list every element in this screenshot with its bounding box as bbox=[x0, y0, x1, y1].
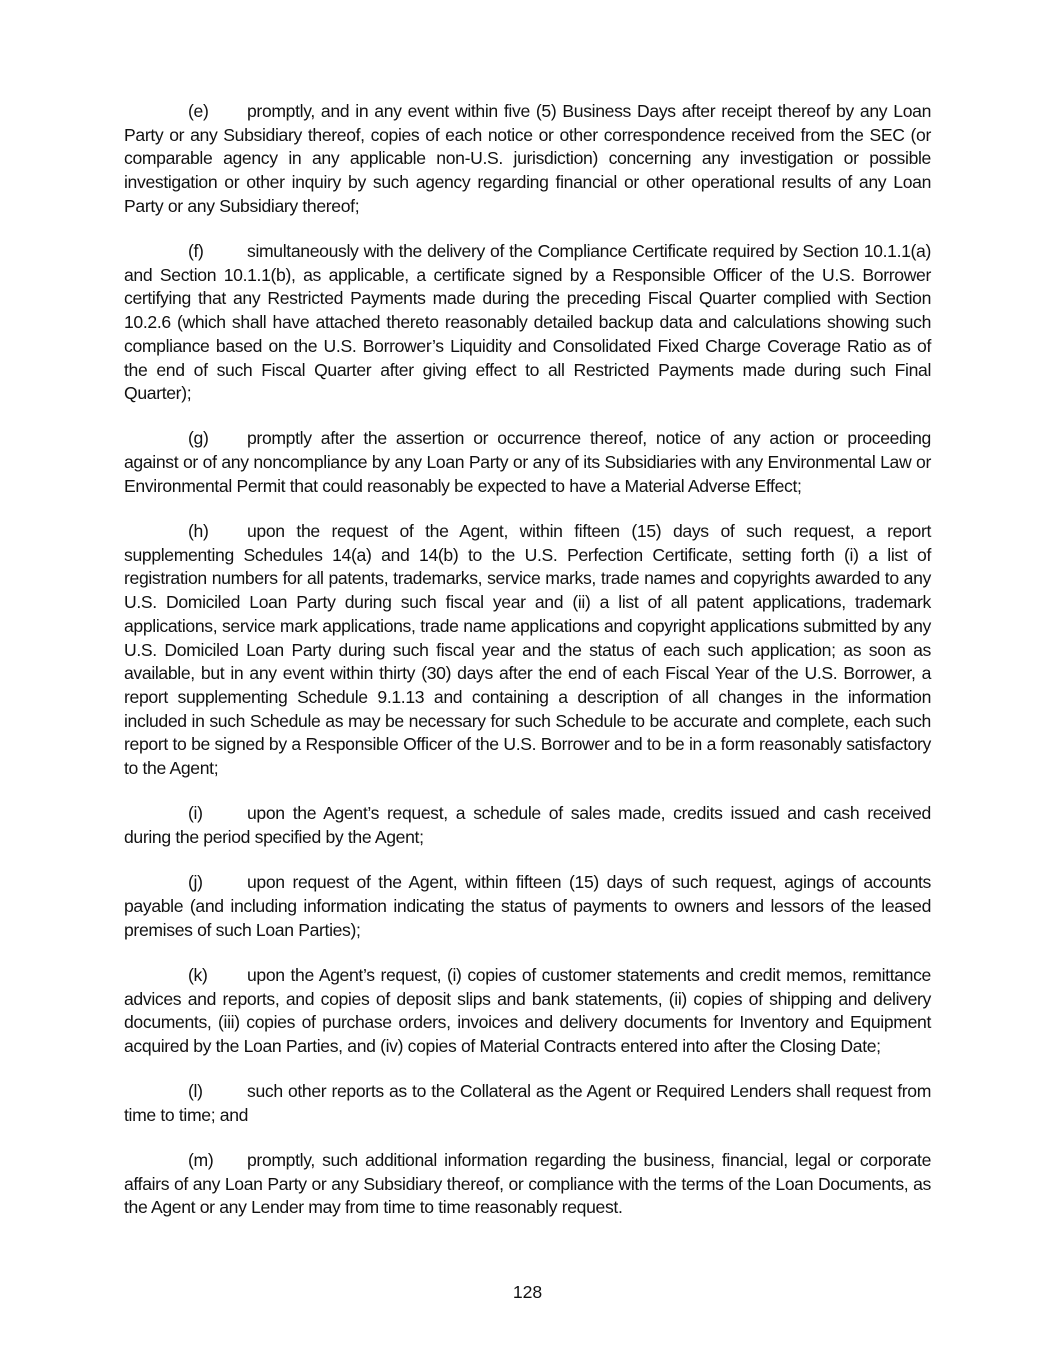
clause-text: such other reports as to the Collateral as the Agent or Required Lenders shall request from time to time; and bbox=[124, 1081, 931, 1125]
clause-label: (m) bbox=[188, 1150, 214, 1171]
clause-text: upon the request of the Agent, within fifteen (15) days of such request, a report supplementing Schedules 14(a) and 14(b) to the U.S. Perfection Certificate, setting forth (i) a list of registration numbers for all patents, trademarks, service marks, trade names and copyrights awarded to any U.S. Domiciled Loan Party during such fiscal year and (ii) a list of all patent applications, trademark applications, service mark applications, trade name applications and copyright applications submitted by any U.S. Domiciled Loan Party during such fiscal year and the status of each such application; as soon as available, but in any event within thirty (30) days after the end of each Fiscal Year of the U.S. Borrower, a report supplementing Schedule 9.1.13 and containing a description of all changes in the information included in such Schedule as may be necessary for such Schedule to be accurate and complete, each such report to be signed by a Responsible Officer of the U.S. Borrower and to be in a form reasonably satisfactory to the Agent; bbox=[124, 521, 931, 779]
clause-label: (k) bbox=[188, 964, 208, 985]
clause-label: (g) bbox=[188, 428, 209, 449]
clause-label: (j) bbox=[188, 872, 203, 893]
clause-m bbox=[124, 1149, 931, 1220]
clause-label: (l) bbox=[188, 1081, 203, 1102]
clause-text: upon the Agent’s request, a schedule of sales made, credits issued and cash received during the period specified by the Agent; bbox=[124, 803, 931, 847]
clause-label: (e) bbox=[188, 101, 209, 121]
clause-f bbox=[124, 240, 931, 406]
clause-l bbox=[124, 1080, 931, 1127]
clause-k bbox=[124, 964, 931, 1059]
clause-text: upon request of the Agent, within fifteen (15) days of such request, agings of accounts payable (and including information indicating the status of payments to owners and lessors of the leased premises of such Loan Parties); bbox=[124, 872, 931, 940]
clause-j bbox=[124, 871, 931, 942]
clause-i bbox=[124, 802, 931, 849]
clause-g bbox=[124, 427, 931, 498]
clause-text: promptly, such additional information regarding the business, financial, legal or corporate affairs of any Loan Party or any Subsidiary thereof, or compliance with the terms of the Loan Documents, as the Agent or any Lender may from time to time reasonably request. bbox=[124, 1150, 931, 1218]
clause-label: (f) bbox=[188, 241, 204, 262]
clause-label: (i) bbox=[188, 803, 203, 824]
document-body bbox=[124, 100, 931, 1242]
clause-text: promptly after the assertion or occurrence thereof, notice of any action or proceeding against or of any noncompliance by any Loan Party or any of its Subsidiaries with any Environmental Law or Environmental Permit that could reasonably be expected to have a Material Adverse Effect; bbox=[124, 428, 931, 496]
page-number: 128 bbox=[512, 1282, 543, 1302]
clause-label: (h) bbox=[188, 521, 209, 542]
clause-text: promptly, and in any event within five (5) Business Days after receipt thereof by any Loan Party or any Subsidiary thereof, copies of each notice or other correspondence received from the SEC (or comparable agency in any applicable non-U.S. jurisdiction) concerning any investigation or possible investigation or other inquiry by such agency regarding financial or other operational results of any Loan Party or any Subsidiary thereof; bbox=[124, 101, 931, 216]
clause-text: simultaneously with the delivery of the Compliance Certificate required by Section 10.1.1(a) and Section 10.1.1(b), as applicable, a certificate signed by a Responsible Officer of the U.S. Borrower certifying that any Restricted Payments made during the preceding Fiscal Quarter complied with Section 10.2.6 (which shall have attached thereto reasonably detailed backup data and calculations showing such compliance based on the U.S. Borrower’s Liquidity and Consolidated Fixed Charge Coverage Ratio as of the end of such Fiscal Quarter after giving effect to all Restricted Payments made during such Final Quarter); bbox=[124, 241, 931, 404]
clause-text: upon the Agent’s request, (i) copies of customer statements and credit memos, remittance advices and reports, and copies of deposit slips and bank statements, (ii) copies of shipping and delivery documents, (iii) copies of purchase orders, invoices and delivery documents for Inventory and Equipment acquired by the Loan Parties, and (iv) copies of Material Contracts entered into after the Closing Date; bbox=[124, 964, 931, 1056]
clause-h bbox=[124, 520, 931, 781]
clause-e bbox=[124, 100, 931, 219]
